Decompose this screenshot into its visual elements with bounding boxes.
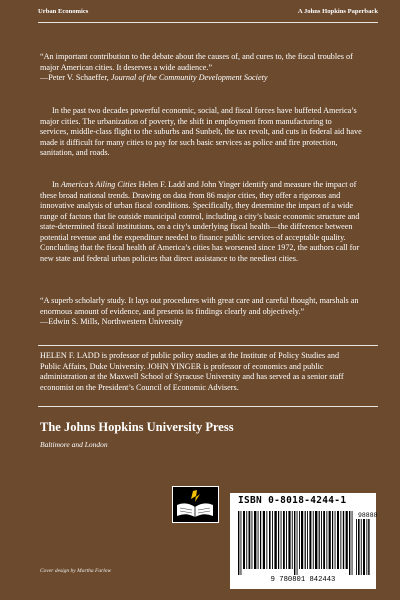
review-quote-1-attribution (40, 73, 268, 82)
review-quote-1 (40, 52, 362, 84)
review-quote-2-text: “A superb scholarly study. It lays out procedures with great care and careful thought, marshals an enormous amount of evidence, and presents its findings clearly and objectively.” (40, 296, 359, 316)
description-paragraph-2 (40, 180, 362, 264)
para2-lead: In (52, 180, 61, 189)
lower-divider (38, 406, 378, 407)
review-1-author: —Peter V. Schaeffer, (40, 73, 111, 83)
publisher-name: The Johns Hopkins University Press (40, 420, 234, 434)
barcode-graphic (236, 511, 378, 575)
barcode-addon-digits: 98888 (358, 512, 378, 519)
para2-body: Helen F. Ladd and John Yinger identify and measure the impact of these broad national trends. Drawing on data from 86 major cities, they offer a rigorous and innovative analysis of urban fiscal conditions. Specifically, they determine the impact of a wide range of factors that lie outside municipal control, including a city’s basic economic structure and state-determined fiscal institutions, on a city’s underlying fiscal health—the difference between potential revenue and the expenditure needed to finance public services of acceptable quality. Concluding that the fiscal health of America’s cities has worsened since 1972, the authors call for new state and federal urban policies that direct assistance to the neediest cities. (40, 180, 360, 263)
middle-divider (38, 345, 378, 346)
isbn-barcode-panel (230, 493, 376, 589)
book-title-mention: America’s Ailing Cities (60, 180, 137, 189)
barcode-digits: 9 780801 842443 (270, 576, 336, 584)
top-divider (38, 22, 378, 23)
author-bio: HELEN F. LADD is professor of public policy studies at the Institute of Policy Studies and Public Affairs, Duke University. JOHN YINGER is professor of economics and public administration at the Maxwell School of Syracuse University and has served as a senior staff economist on the President’s Council of Economic Advisers. (40, 351, 344, 392)
review-1-source: Journal of the Community Development Society (110, 73, 268, 83)
isbn-label: ISBN 0-8018-4244-1 (238, 495, 347, 506)
series-label: Urban Economics (38, 8, 89, 15)
review-quote-2-attribution: —Edwin S. Mills, Northwestern University (40, 317, 183, 327)
cover-design-credit: Cover design by Martha Farlow (40, 568, 112, 574)
imprint-label: A Johns Hopkins Paperback (297, 8, 378, 15)
publisher-place: Baltimore and London (40, 440, 108, 449)
review-quote-1-text: “An important contribution to the debate about the causes of, and cures to, the fiscal troubles of major American cities. It deserves a wide audience.” (40, 52, 353, 72)
publisher-logo (172, 486, 219, 523)
review-quote-2 (40, 296, 362, 328)
open-book-with-flame-icon (173, 487, 218, 522)
description-paragraph-1: In the past two decades powerful economic, social, and fiscal forces have buffeted America’s major cities. The urbanization of poverty, the shift in employment from manufacturing to services, middle-class flight to the suburbs and Sunbelt, the tax revolt, and cuts in federal aid have made it difficult for many cities to pay for such basic services as police and fire protection, sanitation, and roads. (40, 106, 362, 158)
